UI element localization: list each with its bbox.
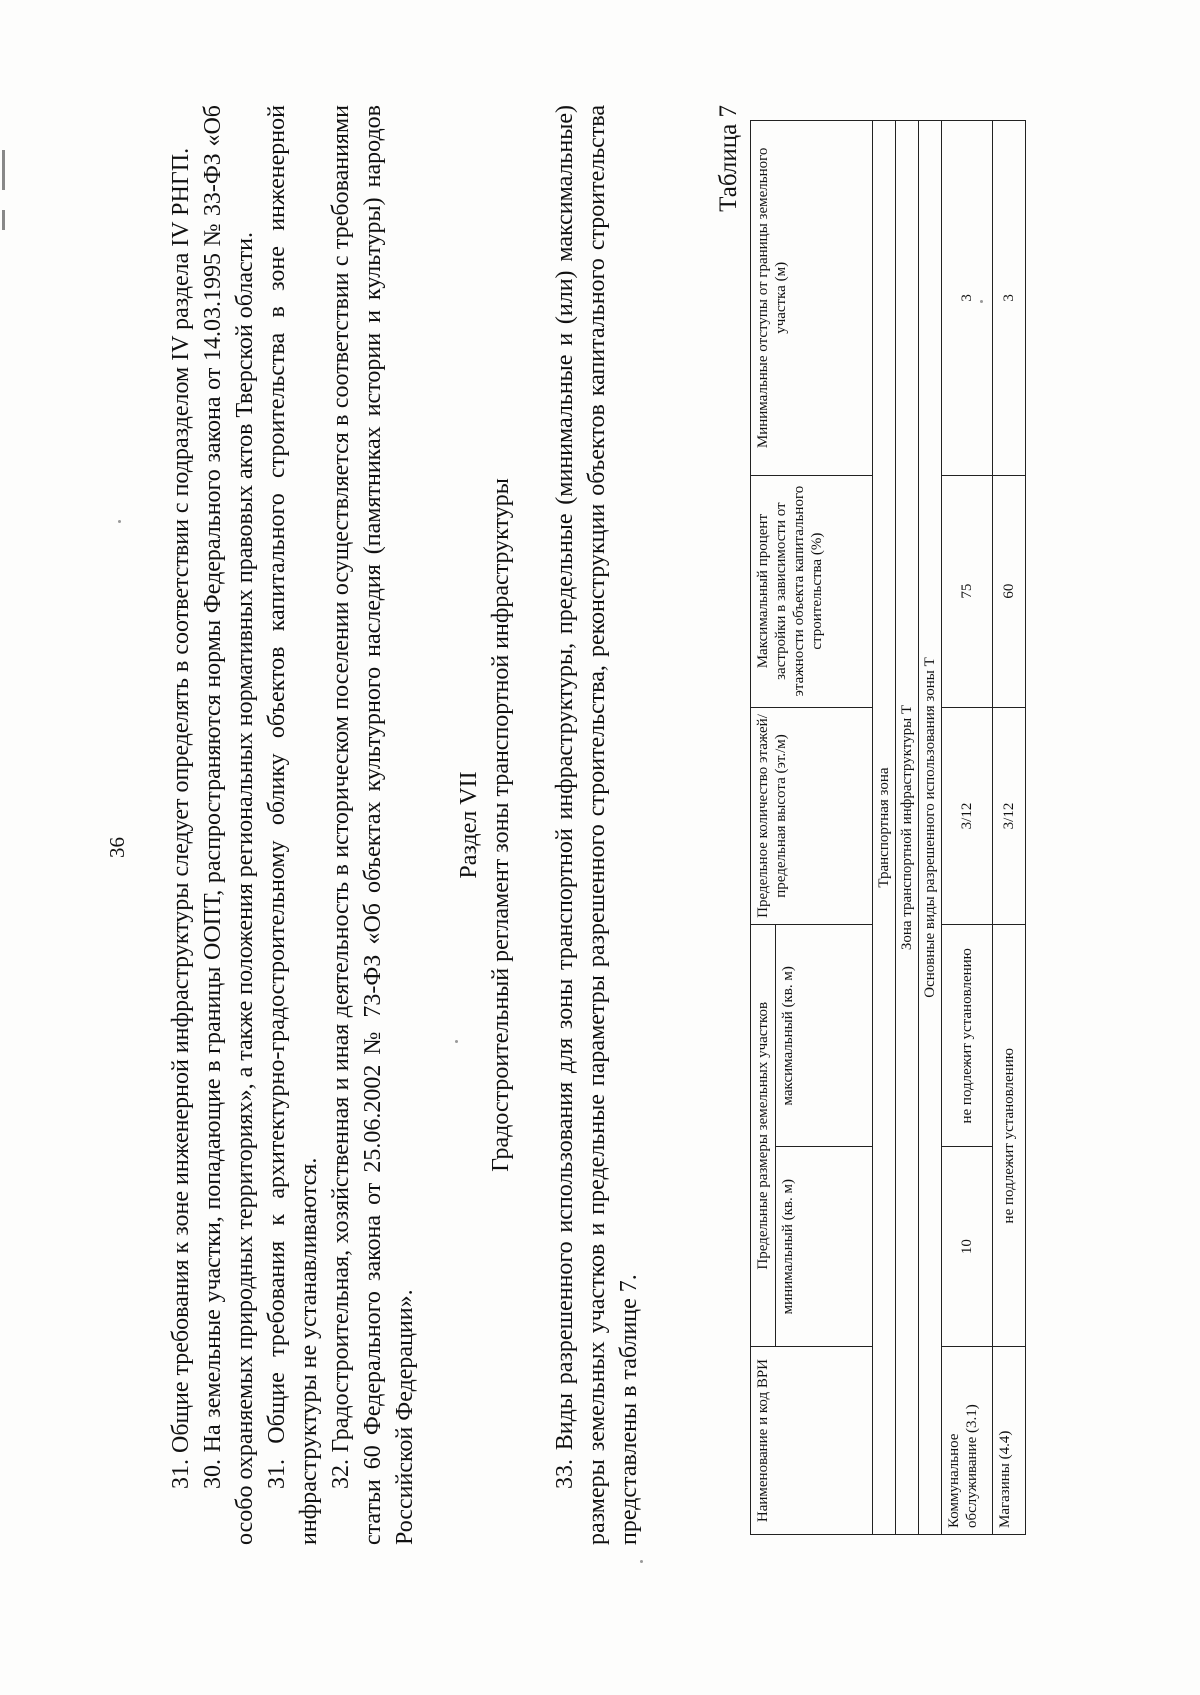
- paragraph-31-infrastructure: 31. Общие требования к зоне инженерной инфраструктуры следует определять в соответствии с подразделом IV раздела IV РНГП.: [168, 147, 194, 1489]
- table-span-row: [896, 121, 919, 1535]
- zone-label: Зона транспортной инфраструктуры Т: [896, 121, 919, 1535]
- table-span-row: [873, 121, 896, 1535]
- paragraph-31-architecture: 31. Общие требования к архитектурно-градостроительному облику объектов капитального строительства в зоне инженерной инфраструктуры не устанавливаются.: [264, 105, 322, 1545]
- table-row: [993, 121, 1026, 1535]
- row-floors: 3/12: [993, 707, 1026, 925]
- header-floors: Предельное количество этажей/ предельная высота (эт./м): [751, 707, 873, 925]
- paragraph-32-heritage: 32. Градостроительная, хозяйственная и иная деятельность в историческом поселении осуществляется в соответствии с требованиями статьи 60 Федерального закона от 25.06.2002 № 73-ФЗ «Об объектах культурного наследия (памятниках истории и культуры) народов Российской Федерации».: [328, 105, 418, 1545]
- table-caption: Таблица 7: [715, 105, 742, 212]
- row-setback: 3: [942, 121, 993, 476]
- row-max-area: не подлежит установлению: [942, 925, 993, 1147]
- row-min-area: 10: [942, 1147, 993, 1347]
- header-setback: Минимальные отступы от границы земельного участка (м): [751, 121, 873, 476]
- paragraph-33-table-intro: 33. Виды разрешенного использования для зоны транспортной инфраструктуры, предельные (минимальные и (или) максимальные) размеры земельных участков и предельные параметры разрешенного строительства, реконструкции объектов капитального строительства представлены в таблице 7.: [552, 105, 642, 1545]
- body-text: [165, 105, 645, 1545]
- page-number: 36: [105, 837, 129, 858]
- row-name: Коммунальное обслуживание (3.1): [942, 1347, 993, 1535]
- section-title: Градостроительный регламент зоны транспортной инфраструктуры: [488, 478, 514, 1172]
- table-span-row: [919, 121, 942, 1535]
- row-area-not-set: не подлежит установлению: [993, 925, 1026, 1347]
- table-row: [942, 121, 993, 1535]
- row-setback: 3: [993, 121, 1026, 476]
- header-coverage: Максимальный процент застройки в зависимости от этажности объекта капитального строительства (%): [751, 475, 873, 707]
- row-name: Магазины (4.4): [993, 1347, 1026, 1535]
- table-header-row: [751, 121, 776, 1535]
- permitted-uses-label: Основные виды разрешенного использования зоны Т: [919, 121, 942, 1535]
- row-coverage: 75: [942, 475, 993, 707]
- paragraph-30-oopt: 30. На земельные участки, попадающие в границы ООПТ, распространяются нормы Федерального закона от 14.03.1995 № 33-ФЗ «Об особо охраняемых природных территориях», а также положения региональных нормативных правовых актов Тверской области.: [200, 105, 258, 1545]
- section-number: Раздел VII: [456, 771, 482, 879]
- row-floors: 3/12: [942, 707, 993, 925]
- row-coverage: 60: [993, 475, 1026, 707]
- regulation-table: [750, 120, 1026, 1535]
- header-min: минимальный (кв. м): [776, 1147, 873, 1347]
- zone-group-label: Транспортная зона: [873, 121, 896, 1535]
- header-plot-sizes: Предельные размеры земельных участков: [751, 925, 776, 1347]
- header-name: Наименование и код ВРИ: [751, 1347, 873, 1535]
- header-max: максимальный (кв. м): [776, 925, 873, 1147]
